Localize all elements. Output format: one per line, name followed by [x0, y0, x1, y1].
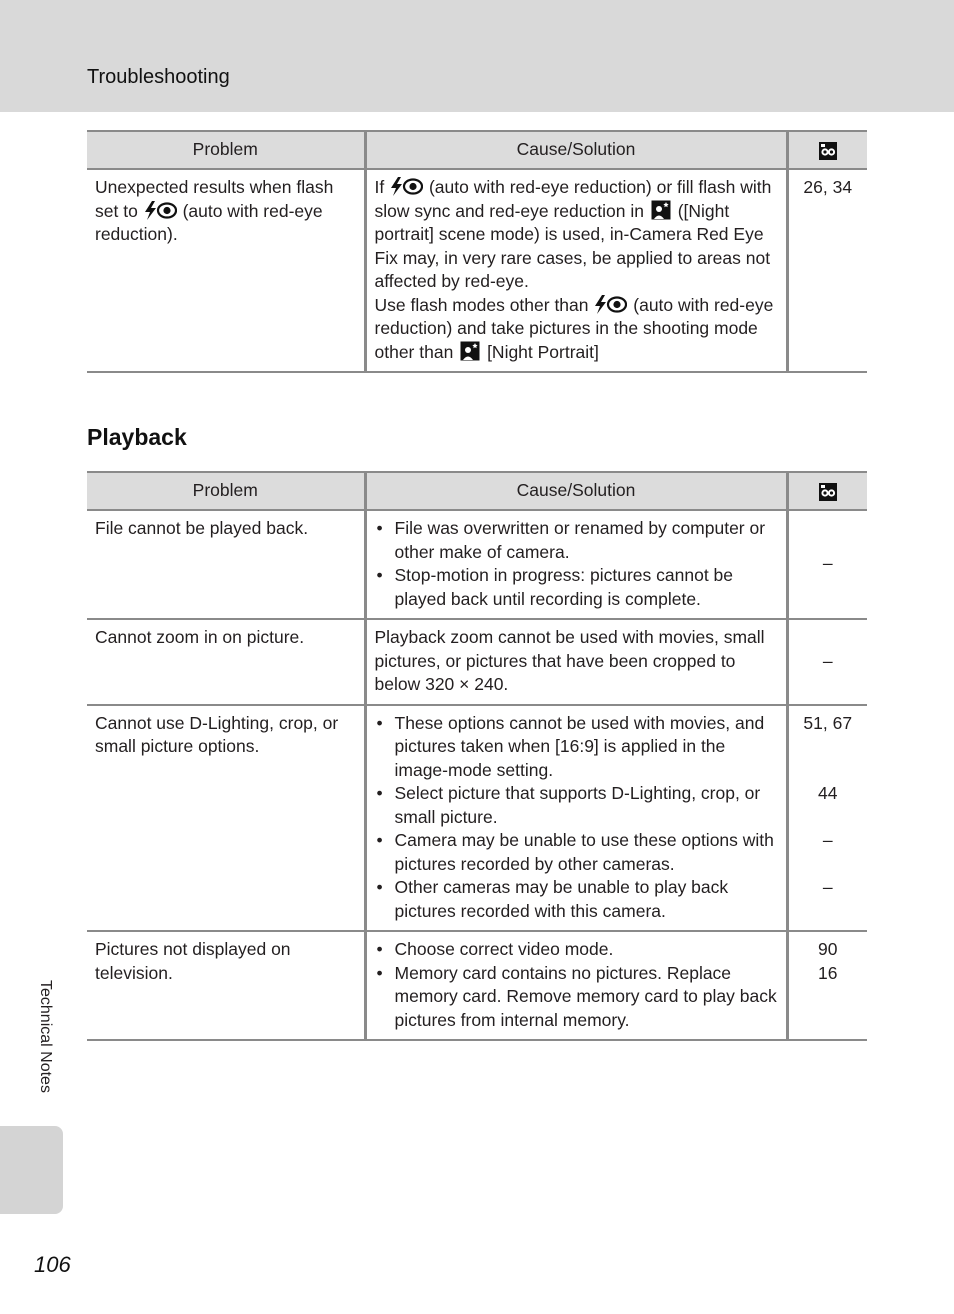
table-header-row	[87, 472, 867, 510]
page-reference-icon	[818, 141, 838, 161]
reference-cell	[787, 705, 867, 932]
night-portrait-icon	[460, 341, 480, 361]
column-header-problem: Problem	[87, 472, 365, 510]
night-portrait-icon	[651, 200, 671, 220]
chapter-tab	[0, 1126, 63, 1214]
column-header-problem: Problem	[87, 131, 365, 169]
table-row	[87, 705, 867, 932]
cause-cell: Playback zoom cannot be used with movies, small pictures, or pictures that have been cropped to below 320 × 240.	[365, 619, 787, 705]
page-reference-icon	[818, 482, 838, 502]
problem-cell: Cannot zoom in on picture.	[87, 619, 365, 705]
bullet-item: • File was overwritten or renamed by computer or other make of camera.	[375, 517, 778, 564]
reference-value: 90	[818, 939, 838, 959]
bullet-item: • Camera may be unable to use these options with pictures recorded by other cameras.	[375, 829, 778, 876]
cause-cell	[365, 931, 787, 1040]
column-header-cause: Cause/Solution	[365, 472, 787, 510]
problem-cell: Pictures not displayed on television.	[87, 931, 365, 1040]
table-row	[87, 510, 867, 619]
flash-red-eye-icon	[594, 295, 627, 314]
reference-value: –	[822, 877, 833, 897]
reference-value: –	[822, 830, 833, 850]
page-number: 106	[34, 1252, 71, 1277]
table-row	[87, 619, 867, 705]
playback-troubleshooting-table	[87, 471, 867, 1041]
column-header-cause: Cause/Solution	[365, 131, 787, 169]
running-header: Troubleshooting	[87, 66, 230, 88]
cause-cell	[365, 510, 787, 619]
chapter-side-label: Technical Notes	[37, 980, 54, 1093]
cause-cell: If (auto with red-eye reduction) or fill flash with slow sync and red-eye reduction in ([Night portrait] scene mode) is used, in-Camera Red Eye Fix may, in very rare cases, be applied to areas not affected by red-eye. Use flash modes other than (auto with red-eye reduction) and take pictures in the shooting mode other than [Night Portrait]	[365, 169, 787, 372]
reference-value: 51, 67	[803, 712, 853, 733]
reference-value: 44	[818, 783, 838, 803]
problem-cell: File cannot be played back.	[87, 510, 365, 619]
reference-cell: –	[787, 619, 867, 705]
table-row	[87, 931, 867, 1040]
bullet-item: • These options cannot be used with movies, and pictures taken when [16:9] is applied in the image-mode setting.	[375, 712, 778, 783]
column-header-reference	[787, 472, 867, 510]
bullet-item: • Choose correct video mode.	[375, 938, 778, 962]
header-band	[0, 0, 954, 112]
flash-red-eye-icon	[144, 201, 177, 220]
flash-troubleshooting-table	[87, 130, 867, 373]
bullet-item: • Other cameras may be unable to play back pictures recorded with this camera.	[375, 876, 778, 923]
table-header-row	[87, 131, 867, 169]
cause-cell	[365, 705, 787, 932]
section-title-playback: Playback	[87, 424, 187, 450]
column-header-reference	[787, 131, 867, 169]
reference-cell: –	[787, 510, 867, 619]
table-row	[87, 169, 867, 372]
reference-cell	[787, 931, 867, 1040]
bullet-item: • Memory card contains no pictures. Replace memory card. Remove memory card to play back pictures from internal memory.	[375, 962, 778, 1033]
problem-cell: Unexpected results when flash set to (auto with red-eye reduction).	[87, 169, 365, 372]
bullet-item: • Select picture that supports D-Lighting, crop, or small picture.	[375, 782, 778, 829]
problem-cell: Cannot use D-Lighting, crop, or small picture options.	[87, 705, 365, 932]
reference-value: 16	[818, 962, 838, 983]
bullet-item: • Stop-motion in progress: pictures cannot be played back until recording is complete.	[375, 564, 778, 611]
flash-red-eye-icon	[390, 177, 423, 196]
reference-cell: 26, 34	[787, 169, 867, 372]
